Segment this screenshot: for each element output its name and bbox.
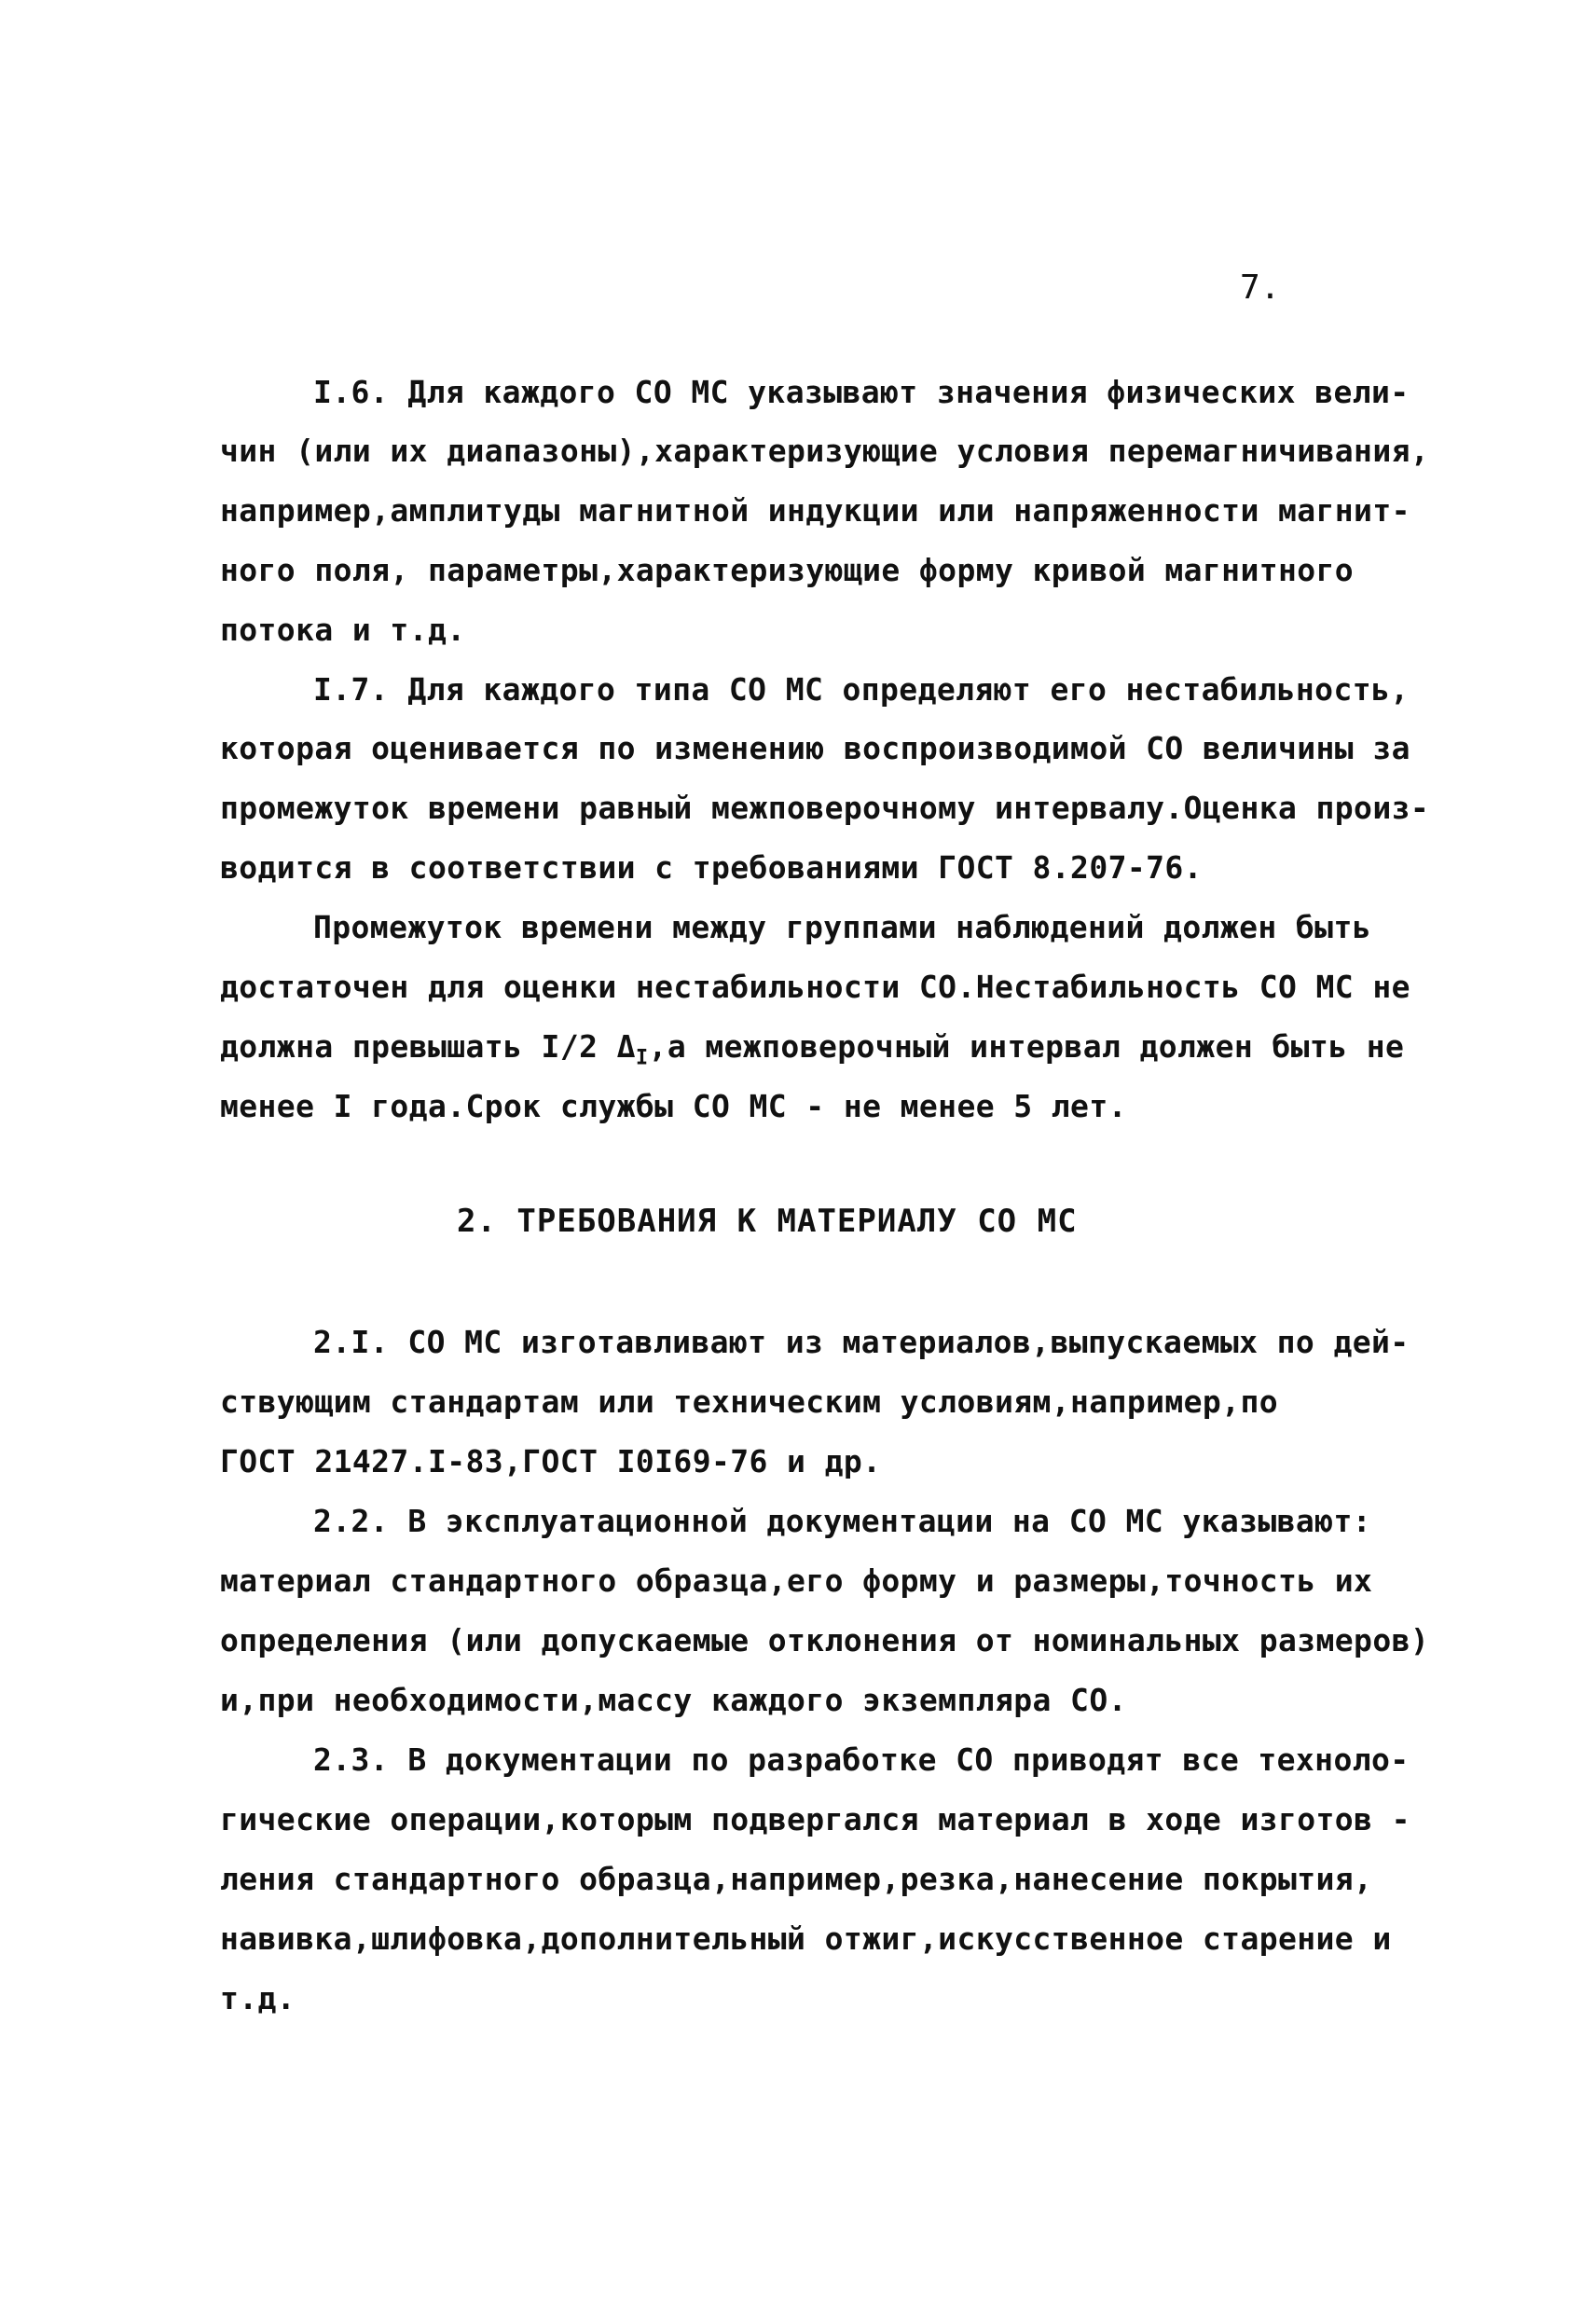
paragraph-2-2-line: и,при необходимости,массу каждого экземпляра СО. bbox=[220, 1682, 1127, 1718]
paragraph-2-2-line: 2.2. В эксплуатационной документации на СО МС указывают: bbox=[313, 1503, 1371, 1539]
paragraph-1-6-line: например,амплитуды магнитной индукции или напряженности магнит- bbox=[220, 492, 1410, 529]
paragraph-2-1-line: ствующим стандартам или техническим условиям,например,по bbox=[220, 1383, 1278, 1420]
interval-text-start: должна превышать I/2 Δ bbox=[220, 1028, 636, 1065]
paragraph-1-6-line: чин (или их диапазоны),характеризующие условия перемагничивания, bbox=[220, 433, 1430, 469]
paragraph-2-3-line: навивка,шлифовка,дополнительный отжиг,искусственное старение и bbox=[220, 1920, 1392, 1957]
paragraph-interval-line: Промежуток времени между группами наблюдений должен быть bbox=[313, 909, 1371, 945]
section-heading: 2. ТРЕБОВАНИЯ К МАТЕРИАЛУ СО МС bbox=[457, 1203, 1078, 1240]
paragraph-1-7-line: промежуток времени равный межповерочному интервалу.Оценка произ- bbox=[220, 790, 1430, 826]
paragraph-2-3-line: ления стандартного образца,например,резка,нанесение покрытия, bbox=[220, 1861, 1373, 1897]
paragraph-2-3-line: т.д. bbox=[220, 1980, 296, 2016]
paragraph-1-7-line: водится в соответствии с требованиями ГОСТ 8.207-76. bbox=[220, 849, 1203, 886]
paragraph-2-3-line: 2.3. В документации по разработке СО приводят все техноло- bbox=[313, 1741, 1410, 1778]
interval-text-end: ,а межповерочный интервал должен быть не bbox=[648, 1028, 1405, 1065]
paragraph-1-7-line: которая оценивается по изменению воспроизводимой СО величины за bbox=[220, 730, 1410, 766]
paragraph-1-7-line: I.7. Для каждого типа СО МС определяют его нестабильность, bbox=[313, 671, 1410, 708]
page-number: 7. bbox=[1240, 268, 1281, 307]
paragraph-interval-line: достаточен для оценки нестабильности СО.Нестабильность СО МС не bbox=[220, 969, 1410, 1005]
paragraph-1-6-line: I.6. Для каждого СО МС указывают значения физических вели- bbox=[313, 374, 1410, 410]
paragraph-interval-line bbox=[220, 1028, 1405, 1070]
paragraph-1-6-line: ного поля, параметры,характеризующие форму кривой магнитного bbox=[220, 552, 1355, 588]
paragraph-2-2-line: материал стандартного образца,его форму и размеры,точность их bbox=[220, 1562, 1373, 1599]
paragraph-2-2-line: определения (или допускаемые отклонения от номинальных размеров) bbox=[220, 1622, 1430, 1658]
paragraph-interval-line: менее I года.Срок службы СО МС - не менее 5 лет. bbox=[220, 1088, 1127, 1124]
delta-subscript: I bbox=[635, 1046, 649, 1070]
paragraph-2-1-line: ГОСТ 21427.I-83,ГОСТ I0I69-76 и др. bbox=[220, 1443, 882, 1479]
paragraph-1-6-line: потока и т.д. bbox=[220, 612, 466, 648]
paragraph-2-3-line: гические операции,которым подвергался материал в ходе изготов - bbox=[220, 1801, 1410, 1837]
paragraph-2-1-line: 2.I. СО МС изготавливают из материалов,выпускаемых по дей- bbox=[313, 1324, 1410, 1360]
